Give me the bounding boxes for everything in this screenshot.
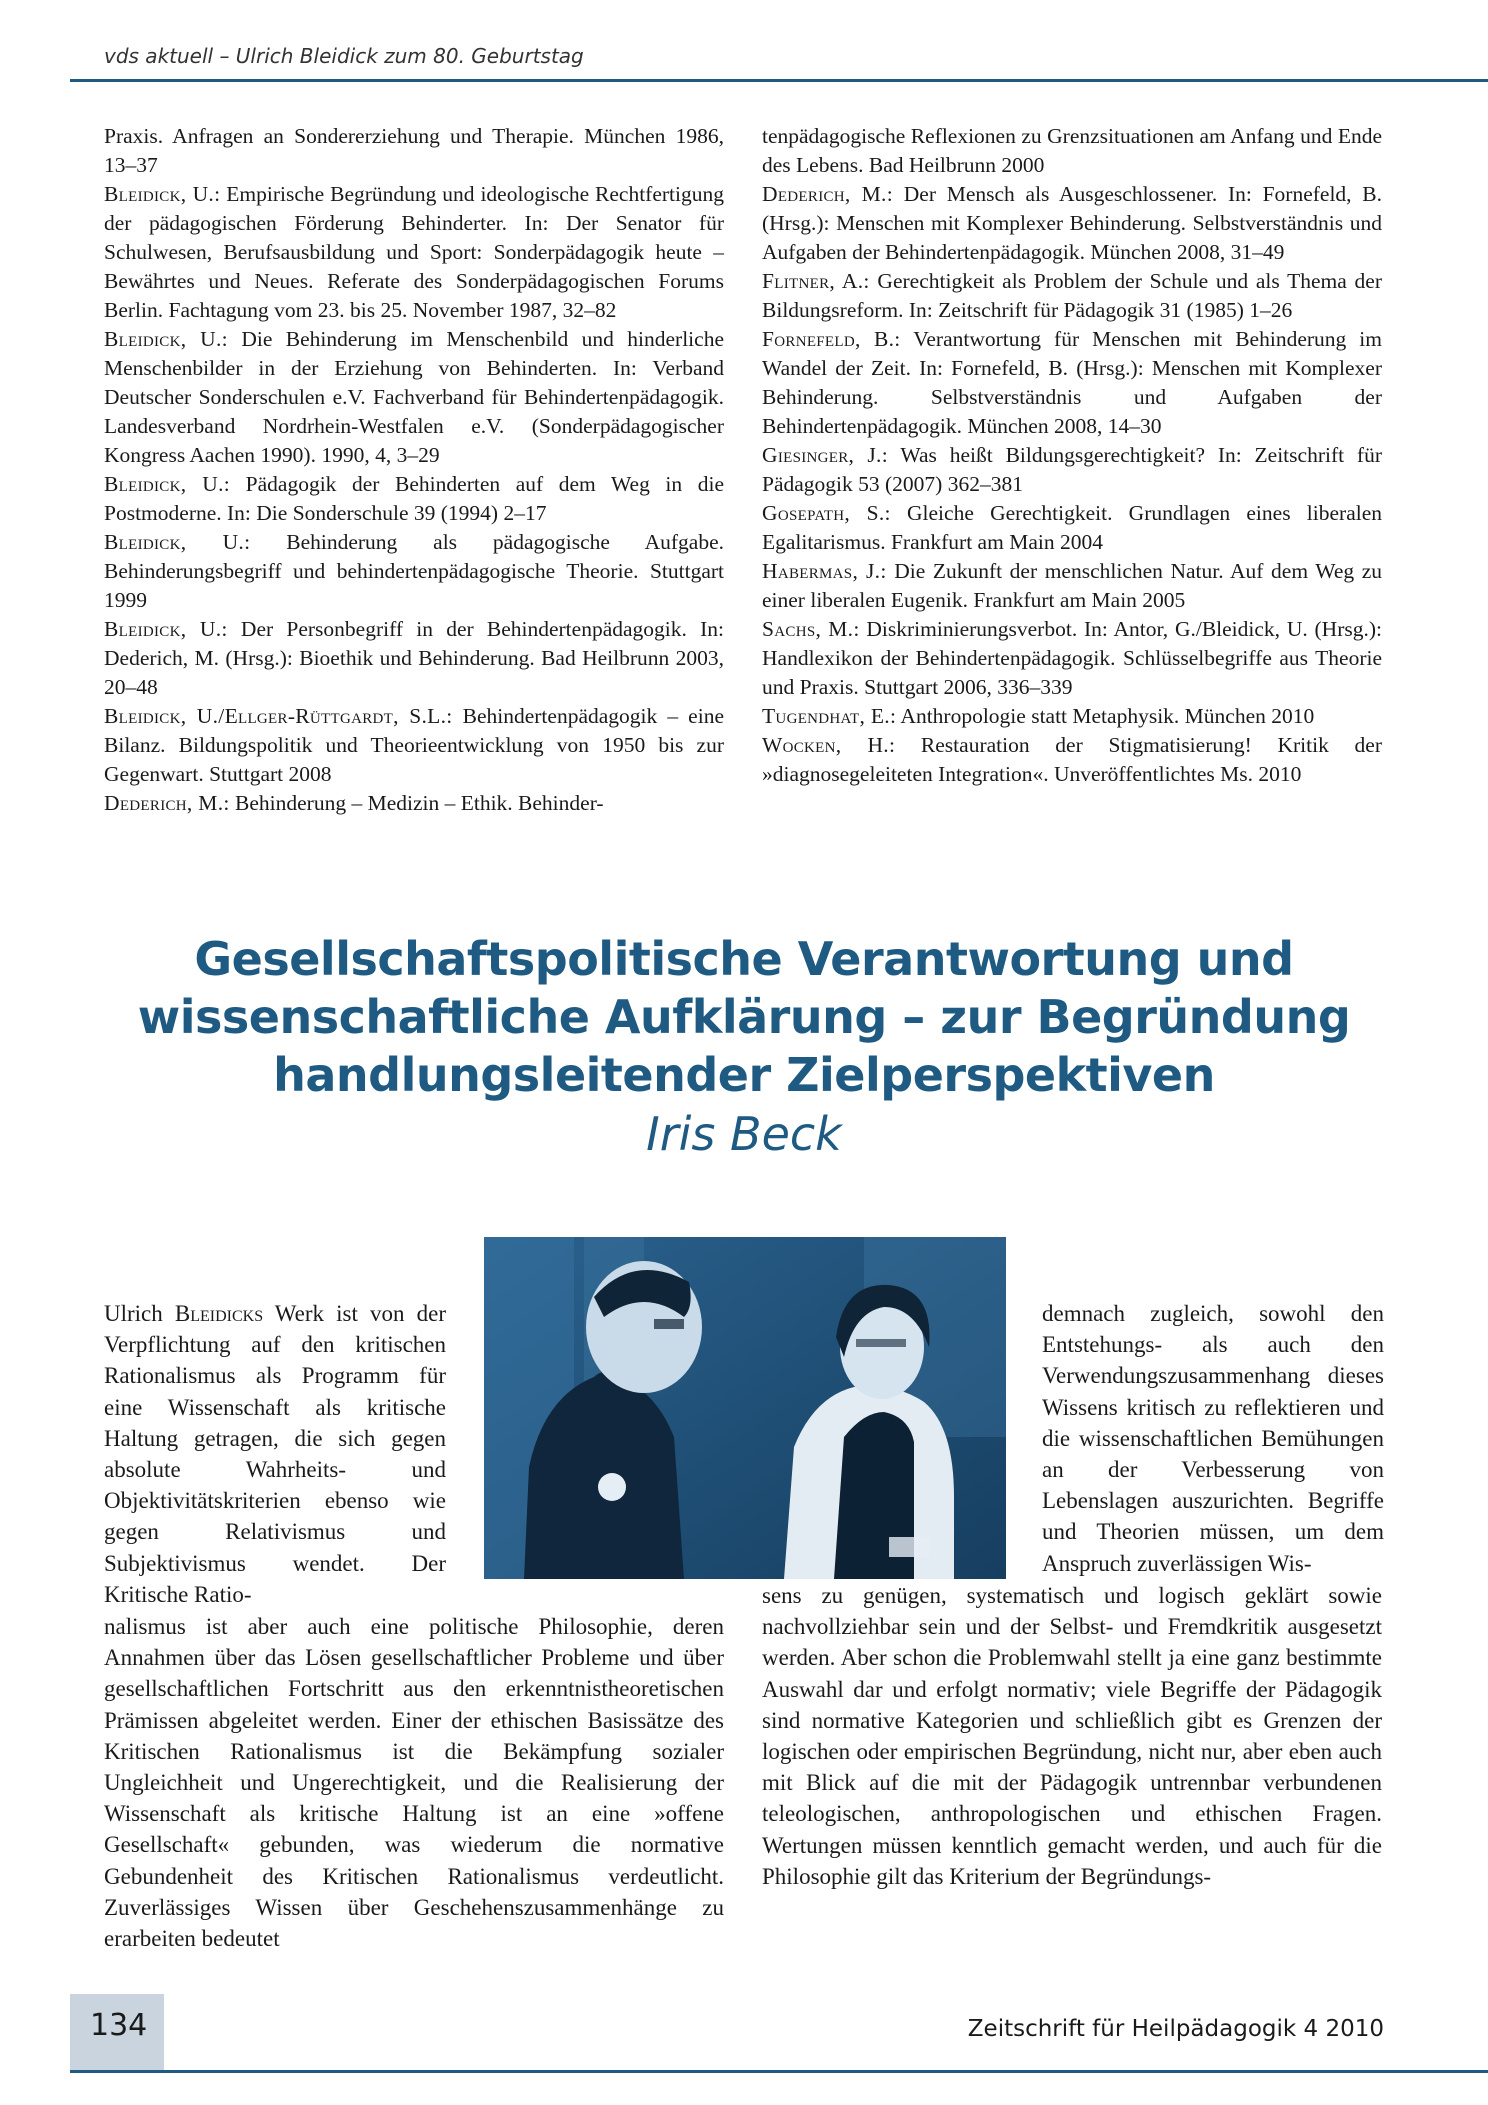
article-title-line: wissenschaftliche Aufklärung – zur Begründung — [137, 990, 1351, 1044]
article-title-line: Gesellschaftspolitische Verantwortung und — [194, 932, 1294, 986]
article-title-line: handlungsleitender Zielperspektiven — [273, 1048, 1215, 1102]
article-photo — [484, 1237, 1006, 1579]
reference-entry: Giesinger, J.: Was heißt Bildungsgerechtigkeit? In: Zeitschrift für Pädagogik 53 (2007) 362–381 — [762, 443, 1382, 496]
reference-entry: Bleidick, U.: Die Behinderung im Menschenbild und hinderliche Menschenbilder in der Erziehung von Behinderten. In: Verband Deutscher Sonderschulen e.V. Fachverband für Behindertenpädagogik. Landesverband Nordrhein-Westfalen e.V. (Sonderpädagogischer Kongress Aachen 1990). 1990, 4, 3–29 — [104, 327, 724, 467]
reference-entry: Bleidick, U./Ellger-Rüttgardt, S.L.: Behindertenpädagogik – eine Bilanz. Bildungspolitik und Theorieentwicklung von 1950 bis zur Gegenwart. Stuttgart 2008 — [104, 704, 724, 786]
header-rule — [70, 79, 1488, 82]
reference-entry: Sachs, M.: Diskriminierungsverbot. In: Antor, G./Bleidick, U. (Hrsg.): Handlexikon der Behindertenpädagogik. Schlüsselbegriffe aus Theorie und Praxis. Stuttgart 2006, 336–339 — [762, 617, 1382, 699]
body-text-right-narrow: demnach zugleich, sowohl den Entstehungs- als auch den Verwendungszusammenhang dieses Wissens kritisch zu reflektieren und die wissenschaftlichen Bemühungen an der Verbesserung von Lebenslagen auszurichten. Begriffe und Theorien müssen, um dem Anspruch zuverlässigen Wis- — [1042, 1301, 1384, 1576]
reference-entry: Wocken, H.: Restauration der Stigmatisierung! Kritik der »diagnosegeleiteten Integration«. Unveröffentlichtes Ms. 2010 — [762, 733, 1382, 786]
reference-entry: Flitner, A.: Gerechtigkeit als Problem der Schule und als Thema der Bildungsreform. In: Zeitschrift für Pädagogik 31 (1985) 1–26 — [762, 269, 1382, 322]
reference-entry: Bleidick, U.: Pädagogik der Behinderten auf dem Weg in die Postmoderne. In: Die Sonderschule 39 (1994) 2–17 — [104, 472, 724, 525]
body-text-left: nalismus ist aber auch eine politische Philosophie, deren Annahmen über das Lösen gesellschaftlicher Probleme und über gesellschaftlichen Fortschritt aus den erkenntnistheoretischen Prämissen abgeleitet werden. Einer der ethischen Basissätze des Kritischen Rationalismus ist die Bekämpfung sozialer Ungleichheit und Ungerechtigkeit, und die Realisierung der Wissenschaft als kritische Haltung ist an eine »offene Gesellschaft« gebunden, was wiederum die normative Gebundenheit des Kritischen Rationalismus verdeutlicht. Zuverlässiges Wissen über Geschehenszusammenhänge zu erarbeiten bedeutet — [104, 1614, 724, 1952]
reference-entry: Bleidick, U.: Behinderung als pädagogische Aufgabe. Behinderungsbegriff und behindertenpädagogische Theorie. Stuttgart 1999 — [104, 530, 724, 612]
body-text-right: sens zu genügen, systematisch und logisch geklärt sowie nachvollziehbar sein und der Selbst- und Fremdkritik ausgesetzt werden. Aber schon die Problemwahl stellt ja eine ganz bestimmte Auswahl dar und erfolgt normativ; viele Begriffe der Pädagogik sind normative Kategorien und schließlich gibt es Grenzen der logischen oder empirischen Begründung, nicht nur, aber eben auch mit Blick auf die mit der Pädagogik untrennbar verbundenen teleologischen, anthropologischen und ethischen Fragen. Wertungen müssen kenntlich gemacht werden, und auch für die Philosophie gilt das Kriterium der Begründungs- — [762, 1583, 1382, 1889]
references-left-column — [104, 122, 724, 818]
body-text-left-narrow: Ulrich Bleidicks Werk ist von der Verpflichtung auf den kritischen Rationalismus als Programm für eine Wissenschaft als kritische Haltung getragen, die sich gegen absolute Wahrheits- und Objektivitätskriterien ebenso wie gegen Relativismus und Subjektivismus wendet. Der Kritische Ratio- — [104, 1301, 446, 1607]
reference-entry: Fornefeld, B.: Verantwortung für Menschen mit Behinderung im Wandel der Zeit. In: Fornefeld, B. (Hrsg.): Menschen mit Komplexer Behinderung. Selbstverständnis und Aufgaben der Behindertenpädagogik. München 2008, 14–30 — [762, 327, 1382, 438]
reference-entry: Bleidick, U.: Der Personbegriff in der Behindertenpädagogik. In: Dederich, M. (Hrsg.): Bioethik und Behinderung. Bad Heilbrunn 2003, 20–48 — [104, 617, 724, 699]
references-right-column — [762, 122, 1382, 789]
reference-entry: Gosepath, S.: Gleiche Gerechtigkeit. Grundlagen eines liberalen Egalitarismus. Frankfurt am Main 2004 — [762, 501, 1382, 554]
author-name-smallcaps: Bleidicks — [174, 1301, 264, 1326]
reference-entry: Habermas, J.: Die Zukunft der menschlichen Natur. Auf dem Weg zu einer liberalen Eugenik. Frankfurt am Main 2005 — [762, 559, 1382, 612]
reference-entry: tenpädagogische Reflexionen zu Grenzsituationen am Anfang und Ende des Lebens. Bad Heilbrunn 2000 — [762, 124, 1382, 177]
article-author: Iris Beck — [646, 1107, 842, 1161]
reference-entry: Tugendhat, E.: Anthropologie statt Metaphysik. München 2010 — [762, 704, 1315, 728]
running-head: vds aktuell – Ulrich Bleidick zum 80. Geburtstag — [104, 44, 584, 68]
reference-entry: Dederich, M.: Der Mensch als Ausgeschlossener. In: Fornefeld, B. (Hrsg.): Menschen mit Komplexer Behinderung. Selbstverständnis und Aufgaben der Behindertenpädagogik. München 2008, 31–49 — [762, 182, 1383, 264]
footer-rule — [70, 2070, 1488, 2073]
reference-entry: Dederich, M.: Behinderung – Medizin – Ethik. Behinder- — [104, 791, 604, 815]
photo-illustration — [484, 1237, 1006, 1579]
reference-entry: Bleidick, U.: Empirische Begründung und ideologische Rechtfertigung der pädagogischen Förderung Behinderter. In: Der Senator für Schulwesen, Berufsausbildung und Sport: Sonderpädagogik heute – Bewährtes und Neues. Referate des Sonderpädagogischen Forums Berlin. Fachtagung vom 23. bis 25. November 1987, 32–82 — [104, 182, 724, 322]
reference-entry: Praxis. Anfragen an Sondererziehung und Therapie. München 1986, 13–37 — [104, 124, 724, 177]
article-title-block — [90, 930, 1398, 1164]
journal-citation: Zeitschrift für Heilpädagogik 4 2010 — [967, 2016, 1384, 2042]
page-number: 134 — [90, 2008, 148, 2043]
